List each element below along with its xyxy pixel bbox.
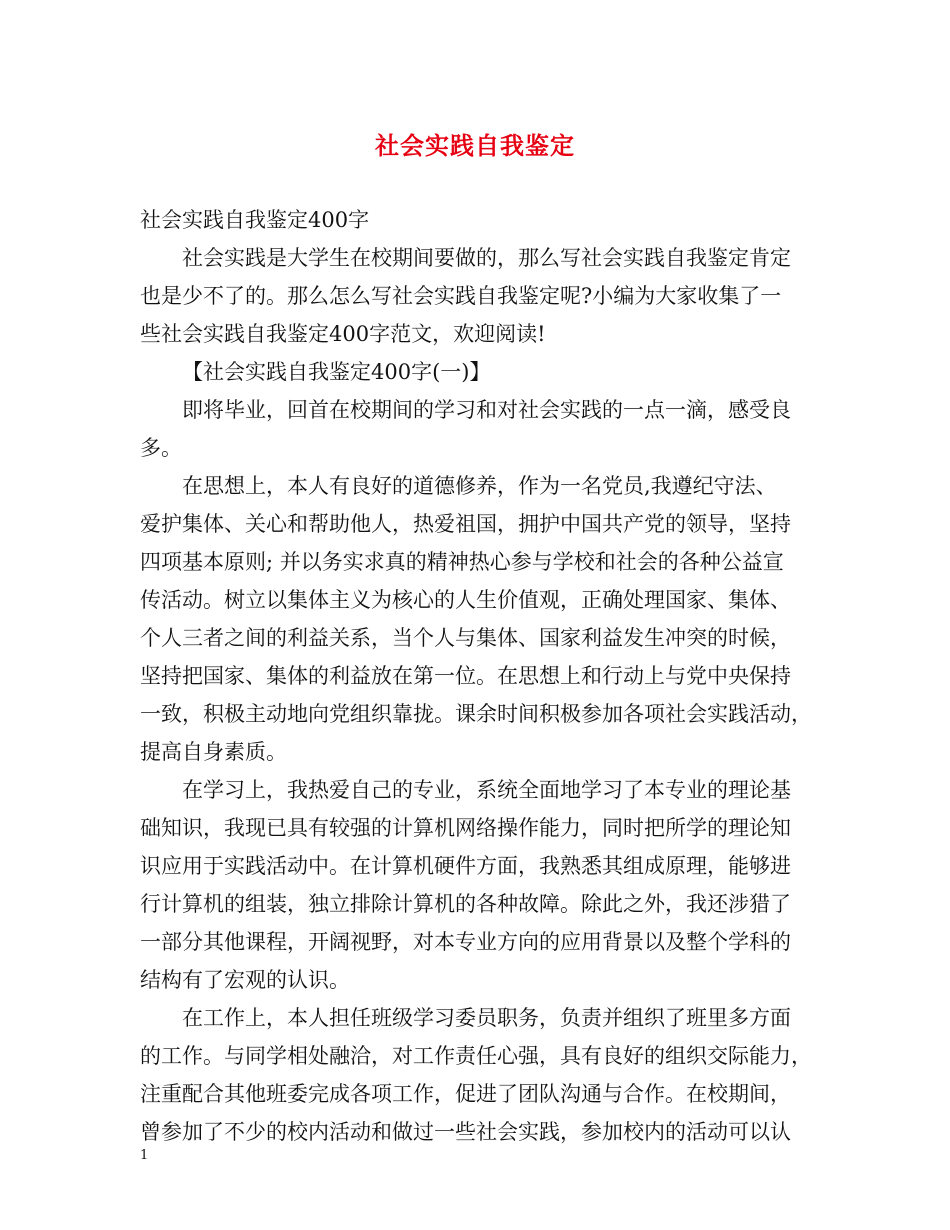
- document-title: 社会实践自我鉴定: [375, 131, 575, 160]
- text-line: 识应用于实践活动中。在计算机硬件方面，我熟悉其组成原理，能够进: [140, 854, 791, 878]
- text-line: 也是少不了的。那么怎么写社会实践自我鉴定呢?小编为大家收集了一: [140, 284, 782, 308]
- text-line: 提高自身素质。: [140, 740, 287, 764]
- text-line: 一部分其他课程，开阔视野，对本专业方向的应用背景以及整个学科的: [140, 930, 791, 954]
- text-line: 即将毕业，回首在校期间的学习和对社会实践的一点一滴，感受良: [182, 398, 791, 422]
- text-line: 多。: [140, 436, 182, 460]
- text-line: 传活动。树立以集体主义为核心的人生价值观，正确处理国家、集体、: [140, 588, 791, 612]
- text-line: 爱护集体、关心和帮助他人，热爱祖国，拥护中国共产党的领导，坚持: [140, 512, 791, 536]
- text-line: 础知识，我现已具有较强的计算机网络操作能力，同时把所学的理论知: [140, 816, 791, 840]
- text-line: 行计算机的组装，独立排除计算机的各种故障。除此之外，我还涉猎了: [140, 892, 791, 916]
- text-line: 坚持把国家、集体的利益放在第一位。在思想上和行动上与党中央保持: [140, 664, 791, 688]
- document-body: [140, 201, 825, 1151]
- text-line: 注重配合其他班委完成各项工作，促进了团队沟通与合作。在校期间，: [140, 1082, 791, 1106]
- text-line: 在学习上，我热爱自己的专业，系统全面地学习了本专业的理论基: [182, 778, 791, 802]
- text-line: 在工作上，本人担任班级学习委员职务，负责并组织了班里多方面: [182, 1006, 791, 1030]
- text-line: 曾参加了不少的校内活动和做过一些社会实践，参加校内的活动可以认: [140, 1120, 791, 1144]
- text-line: 的工作。与同学相处融洽，对工作责任心强，具有良好的组织交际能力，: [140, 1044, 812, 1068]
- text-line: 些社会实践自我鉴定400字范文，欢迎阅读!: [140, 322, 546, 346]
- text-line: 四项基本原则; 并以务实求真的精神热心参与学校和社会的各种公益宣: [140, 550, 784, 574]
- text-line: 在思想上，本人有良好的道德修养，作为一名党员,我遵纪守法、: [182, 474, 777, 498]
- text-line: 结构有了宏观的认识。: [140, 968, 350, 992]
- text-line: 个人三者之间的利益关系，当个人与集体、国家利益发生冲突的时候，: [140, 626, 791, 650]
- text-line: 社会实践是大学生在校期间要做的，那么写社会实践自我鉴定肯定: [182, 246, 791, 270]
- text-line: 一致，积极主动地向党组织靠拢。课余时间积极参加各项社会实践活动，: [140, 702, 812, 726]
- text-line: 社会实践自我鉴定400字: [140, 208, 370, 232]
- page-number: 1: [140, 1148, 149, 1163]
- text-line: 【社会实践自我鉴定400字(一)】: [182, 360, 491, 384]
